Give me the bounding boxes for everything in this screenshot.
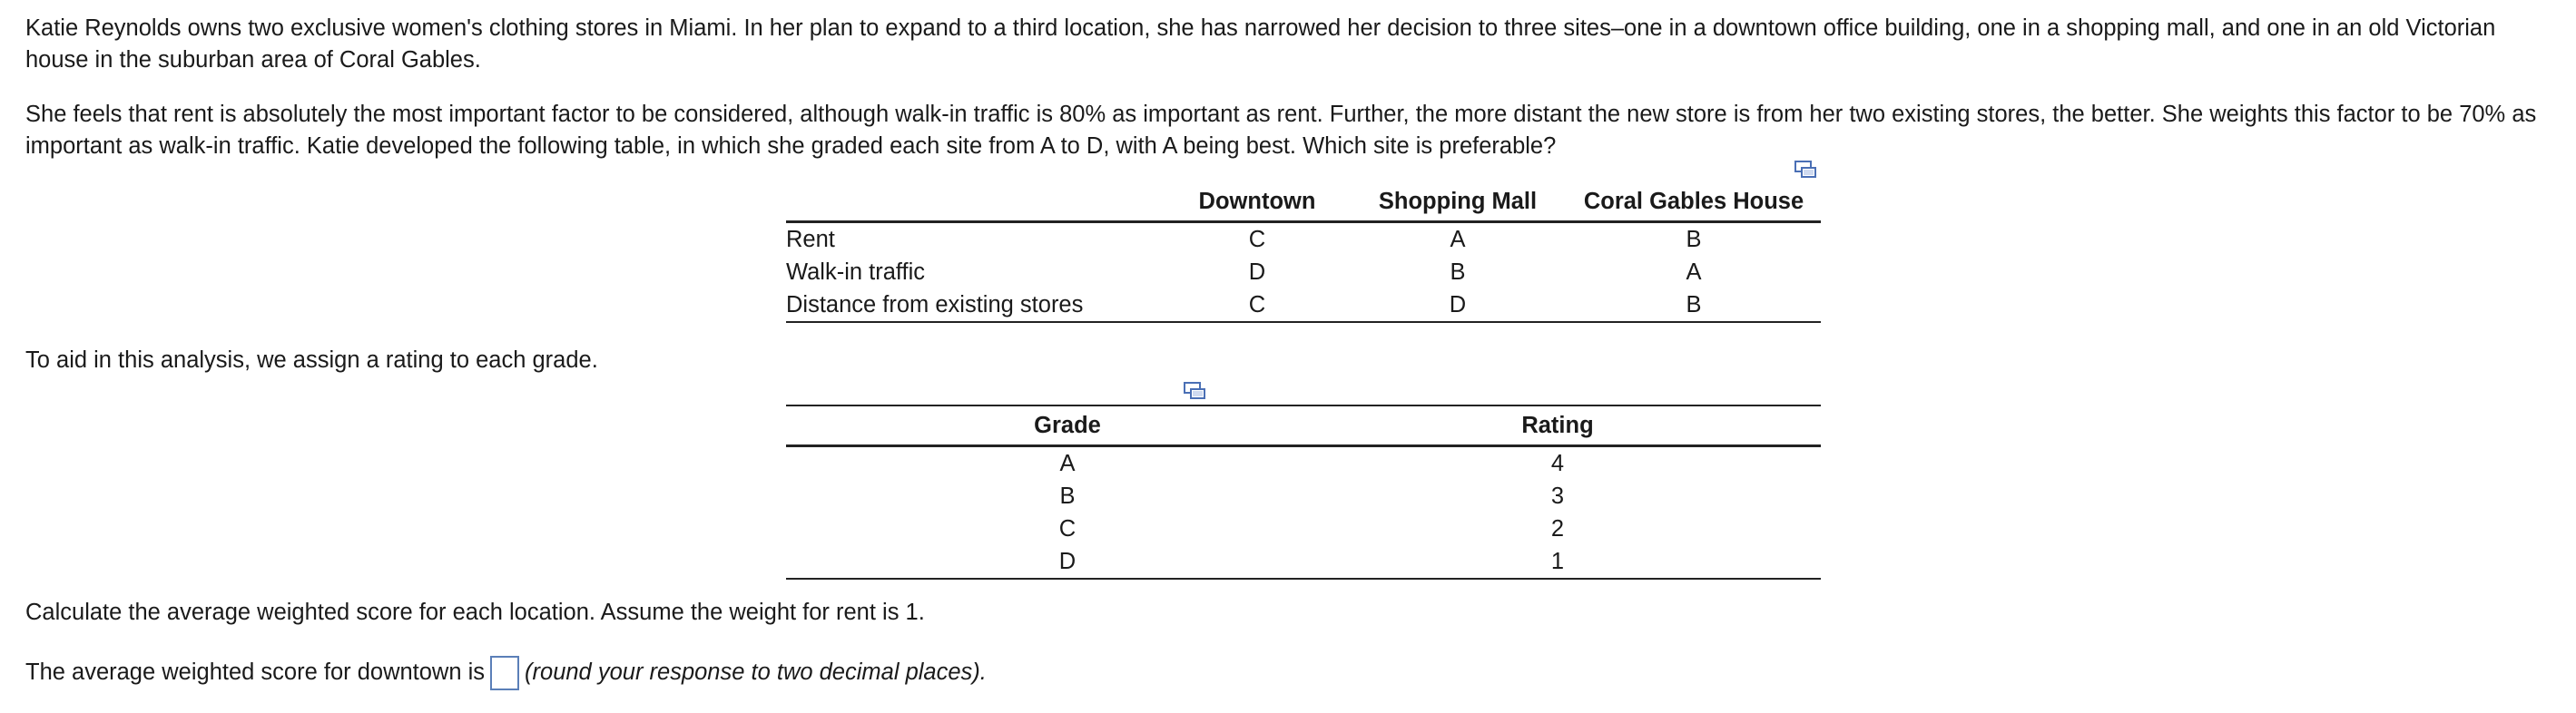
site-table-header-row (786, 182, 1821, 222)
rating-table-header-grade: Grade (1034, 412, 1101, 438)
grade-cell: B (1686, 226, 1702, 252)
rounding-hint: (round your response to two decimal places). (525, 659, 987, 685)
grade-cell: B (1059, 483, 1076, 509)
rating-cell: 2 (1550, 515, 1565, 542)
table-row (786, 480, 1821, 513)
grade-cell: D (1248, 259, 1266, 285)
rating-table-header-rating: Rating (1521, 412, 1594, 438)
rating-cell: 4 (1550, 450, 1565, 476)
table-row (786, 513, 1821, 545)
instruction-text: Calculate the average weighted score for each location. Assume the weight for rent is 1. (25, 600, 925, 625)
table-row (786, 256, 1821, 288)
grade-cell: B (1450, 259, 1466, 285)
question-prefix: The average weighted score for downtown is (25, 659, 486, 685)
table-row (786, 222, 1821, 257)
factor-label: Distance from existing stores (786, 291, 1084, 317)
copy-data-icon[interactable] (1794, 160, 1817, 180)
intro-paragraph-1: Katie Reynolds owns two exclusive women's clothing stores in Miami. In her plan to expand to a third location, she has narrowed her decision to three sites–one in a downtown office building, one in a shopping mall, and one in an old Victorian house in the suburban area of Coral Gables. (25, 15, 2496, 73)
site-table-header-coral-gables: Coral Gables House (1583, 188, 1804, 214)
grade-cell: D (1449, 291, 1467, 317)
grade-cell: C (1058, 515, 1077, 542)
factor-label: Rent (786, 226, 835, 252)
grade-cell: C (1248, 291, 1266, 317)
grade-cell: D (1058, 548, 1077, 574)
site-grade-table (786, 182, 1821, 323)
grade-cell: C (1248, 226, 1266, 252)
grade-cell: B (1686, 291, 1702, 317)
copy-data-icon[interactable] (1183, 381, 1206, 401)
rating-table-header-row (786, 405, 1821, 446)
site-table-header-blank (786, 182, 1165, 222)
site-table-header-downtown: Downtown (1198, 188, 1316, 214)
grade-cell: A (1450, 226, 1466, 252)
factor-label: Walk-in traffic (786, 259, 926, 285)
grade-cell: A (1686, 259, 1702, 285)
rating-table (786, 405, 1821, 580)
downtown-score-input[interactable] (490, 656, 519, 690)
intro-paragraph-2: She feels that rent is absolutely the most important factor to be considered, although walk-in traffic is 80% as important as rent. Further, the more distant the new store is from her two existing stores, the better. She weights this factor to be 70% as important as walk-in traffic. Katie developed the following table, in which she graded each site from A to D, with A being best. Which site is preferable? (25, 102, 2537, 159)
rating-intro-text: To aid in this analysis, we assign a rating to each grade. (25, 347, 598, 373)
rating-table-wrapper (786, 405, 1821, 580)
answer-row (25, 655, 987, 690)
table-row (786, 288, 1821, 322)
site-table-header-shopping-mall: Shopping Mall (1378, 188, 1538, 214)
site-grade-table-wrapper (786, 182, 1821, 323)
rating-cell: 1 (1550, 548, 1565, 574)
grade-cell: A (1059, 450, 1076, 476)
table-row (786, 545, 1821, 579)
question-page (25, 13, 2558, 162)
table-row (786, 446, 1821, 481)
rating-cell: 3 (1550, 483, 1565, 509)
